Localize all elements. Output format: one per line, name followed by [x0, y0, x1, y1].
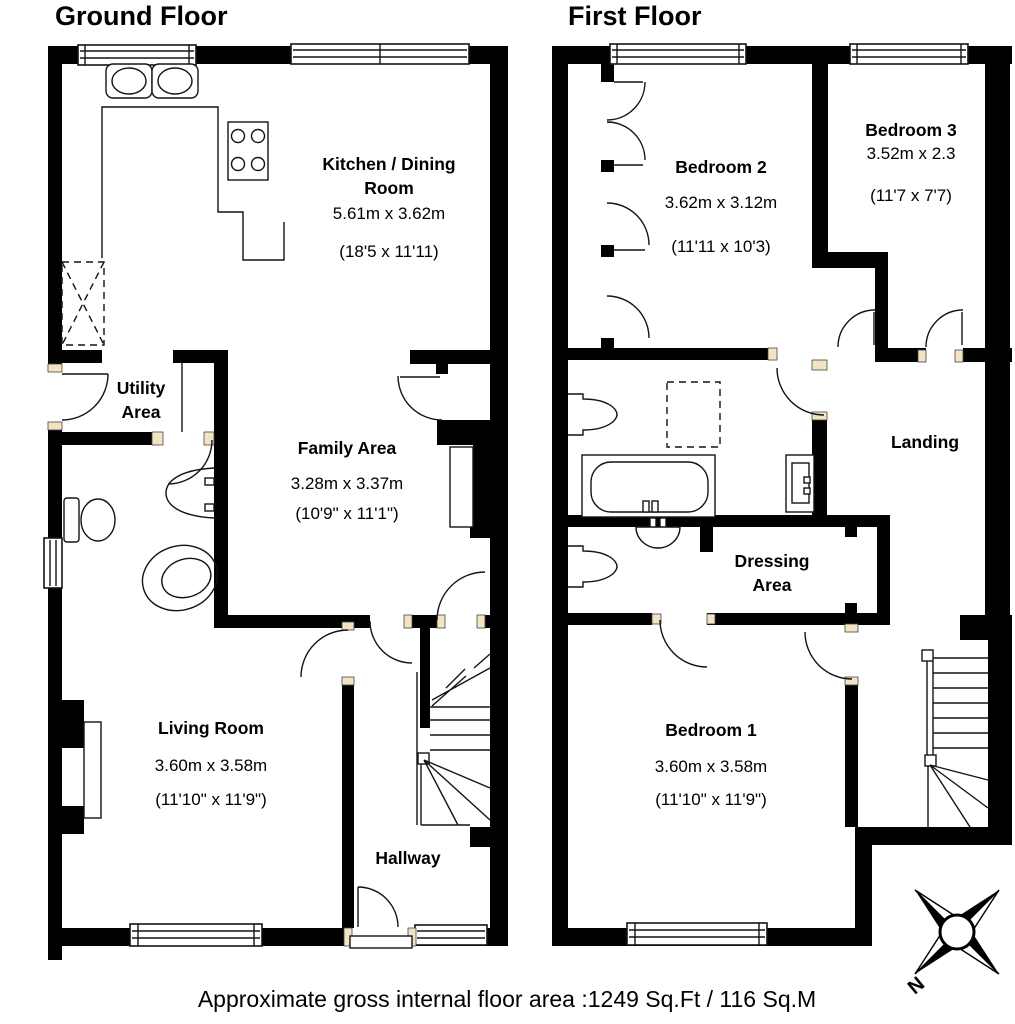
- room-name: Bedroom 2: [675, 157, 767, 177]
- room-name: Area: [752, 575, 792, 595]
- room-label-dressing: [735, 549, 810, 597]
- cupboard-icon: [786, 455, 814, 512]
- room-metric: 3.28m x 3.37m: [290, 474, 404, 493]
- room-name: Hallway: [375, 848, 441, 868]
- room-imperial: (18'5 x 11'11): [339, 242, 439, 261]
- hob-icon: [228, 122, 268, 180]
- room-label-family: [291, 436, 403, 524]
- room-metric: 3.52m x 2.3: [866, 144, 956, 163]
- room-name: Kitchen / Dining: [322, 154, 456, 174]
- room-name: Area: [121, 402, 161, 422]
- bathtub-icon: [582, 455, 715, 517]
- room-label-hallway: [375, 846, 440, 870]
- wc-toilet-icon: [64, 498, 115, 542]
- ground-floor-title: Ground Floor: [55, 1, 228, 31]
- floor-area-summary: Approximate gross internal floor area :1249 Sq.Ft / 116 Sq.M: [197, 986, 817, 1012]
- room-imperial: (11'11 x 10'3): [671, 237, 771, 256]
- room-label-landing: [891, 430, 959, 454]
- bathroom-basin-icon: [568, 394, 617, 435]
- room-imperial: (11'10" x 11'9"): [655, 790, 767, 809]
- shower-icon: [134, 536, 226, 620]
- compass-north-label: N: [903, 972, 930, 999]
- room-label-bedroom-1: [655, 718, 767, 810]
- room-label-utility: [117, 376, 166, 424]
- room-name: Bedroom 1: [665, 720, 757, 740]
- room-label-living: [155, 716, 267, 810]
- room-name: Room: [364, 178, 414, 198]
- chimney-recess: [450, 447, 473, 527]
- room-name: Family Area: [297, 438, 397, 458]
- room-imperial: (10'9" x 11'1"): [295, 504, 399, 523]
- room-name: Utility: [116, 378, 166, 398]
- appliance-space-icon: [62, 262, 104, 345]
- room-label-bedroom-3: [865, 118, 956, 206]
- room-name: Dressing: [734, 551, 810, 571]
- kitchen-sink-icon: [106, 64, 198, 98]
- shower-dashed-icon: [667, 382, 720, 447]
- room-label-kitchen-dining: [322, 152, 455, 262]
- room-metric: 5.61m x 3.62m: [332, 204, 446, 223]
- room-imperial: (11'10" x 11'9"): [155, 790, 267, 809]
- room-metric: 3.60m x 3.58m: [154, 756, 268, 775]
- first-floor-title: First Floor: [568, 1, 702, 31]
- room-label-bedroom-2: [665, 155, 777, 257]
- utility-door-opening: [48, 372, 62, 422]
- room-imperial: (11'7 x 7'7): [870, 186, 952, 205]
- fireplace-recess: [84, 722, 101, 818]
- room-name: Bedroom 3: [865, 120, 957, 140]
- room-name: Landing: [890, 432, 960, 452]
- wc-basin-icon: [166, 468, 214, 518]
- dressing-basin-icon: [568, 546, 617, 587]
- room-metric: 3.60m x 3.58m: [654, 757, 768, 776]
- first-stairs: [922, 650, 988, 827]
- room-name: Living Room: [158, 718, 264, 738]
- room-metric: 3.62m x 3.12m: [664, 193, 778, 212]
- compass-rose: [904, 890, 999, 999]
